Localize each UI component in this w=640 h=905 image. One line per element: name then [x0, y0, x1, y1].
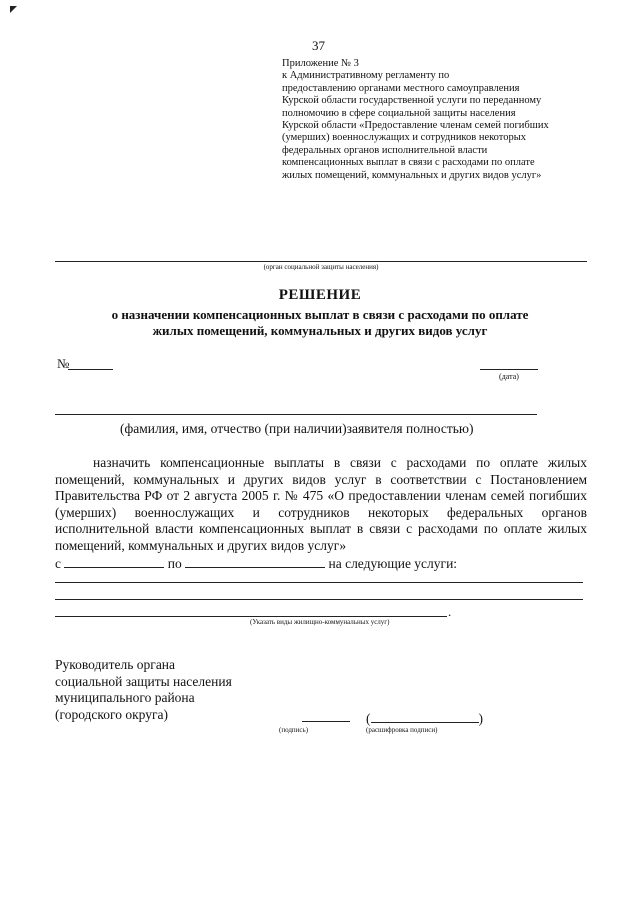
subtitle-line: жилых помещений, коммунальных и других видов услуг: [152, 323, 488, 338]
services-line-2[interactable]: [55, 599, 583, 600]
signature-decode-field[interactable]: [371, 710, 479, 723]
annex-line: к Административному регламенту по: [282, 70, 450, 82]
annex-line: предоставлению органами местного самоуправления: [282, 82, 520, 94]
annex-block: [282, 58, 602, 182]
annex-line: Курской области «Предоставление членам семей погибших: [282, 120, 549, 132]
signatory-line: (городского округа): [55, 706, 169, 722]
page-number: 37: [312, 38, 325, 53]
from-date-field[interactable]: [64, 555, 164, 568]
number-label: №: [57, 356, 70, 371]
services-period: .: [448, 604, 452, 619]
number-field[interactable]: [68, 369, 113, 370]
decision-paragraph: назначить компенсационные выплаты в связи с расходами по оплате жилых помещений, коммунальных и других видов услуг в соответствии с Постановлением Правительства РФ от 2 августа 2005 г. № 475 «О предоставлении членам семей погибших (умерших) военнослужащих и сотрудников некоторых федеральных органов исполнительной власти компенсационных выплат в связи с расходами по оплате жилых помещений, коммунальных и других видов услуг»: [55, 455, 587, 553]
signature-field[interactable]: [302, 721, 350, 722]
period-line: [55, 555, 587, 573]
services-line-1[interactable]: [55, 582, 583, 583]
subtitle-line: о назначении компенсационных выплат в связи с расходами по оплате: [111, 307, 529, 322]
document-title: РЕШЕНИЕ: [278, 287, 362, 303]
annex-line: (умерших) военнослужащих и сотрудников некоторых: [282, 132, 527, 144]
to-date-field[interactable]: [185, 555, 325, 568]
decision-body: [55, 455, 587, 572]
decode-open-paren: (: [366, 711, 371, 726]
organ-caption: (орган социальной защиты населения): [263, 263, 379, 271]
organ-line[interactable]: [55, 261, 587, 262]
decode-caption: (расшифровка подписи): [366, 726, 438, 734]
annex-line: жилых помещений, коммунальных и других видов услуг»: [282, 169, 542, 181]
date-caption: (дата): [499, 372, 519, 381]
corner-mark: [10, 6, 17, 13]
signatory-line: социальной защиты населения: [55, 673, 232, 689]
signature-caption: (подпись): [279, 726, 309, 734]
annex-line: Курской области государственной услуги по переданному: [282, 95, 542, 107]
annex-line: полномочию в сфере социальной защиты населения: [282, 107, 516, 119]
from-label: с: [55, 555, 61, 571]
signatory-line: Руководитель органа: [55, 657, 176, 672]
services-line-3[interactable]: [55, 616, 447, 617]
annex-line: компенсационных выплат в связи с расходами по оплате: [282, 157, 535, 169]
services-caption: (Указать виды жилищно-коммунальных услуг): [250, 618, 390, 626]
services-suffix: на следующие услуги:: [328, 555, 458, 571]
date-field[interactable]: [480, 369, 538, 370]
signatory-line: муниципального района: [55, 690, 195, 706]
applicant-caption: (фамилия, имя, отчество (при наличии)заявителя полностью): [120, 421, 474, 436]
to-label: по: [167, 555, 182, 571]
applicant-name-field[interactable]: [55, 414, 537, 415]
annex-line: Приложение № 3: [282, 58, 359, 69]
signatory-block: [55, 657, 232, 723]
document-subtitle: [40, 307, 600, 339]
annex-line: федеральных органов исполнительной власти: [282, 144, 488, 156]
decode-close-paren: ): [478, 711, 483, 726]
signature-decode: [366, 710, 483, 727]
